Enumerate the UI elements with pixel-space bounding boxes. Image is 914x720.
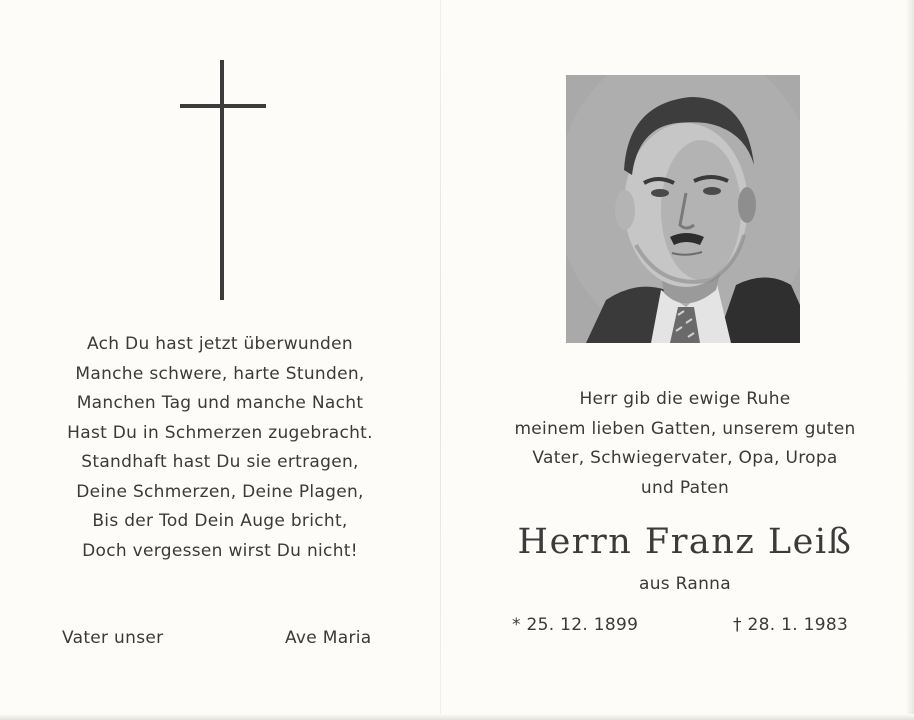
poem-line: Doch vergessen wirst Du nicht! <box>82 540 358 561</box>
cross-icon-bar <box>180 104 266 108</box>
poem-line: Manchen Tag und manche Nacht <box>76 393 364 413</box>
poem <box>40 330 400 566</box>
prayer-vater-unser: Vater unser <box>62 628 164 648</box>
cross-icon <box>220 60 224 300</box>
poem-line: Manche schwere, harte Stunden, <box>75 363 365 384</box>
death-date: † 28. 1. 1983 <box>733 615 849 635</box>
dedication-line: Vater, Schwiegervater, Opa, Uropa <box>532 448 838 468</box>
dedication-text <box>470 385 900 503</box>
portrait-image <box>566 75 800 343</box>
poem-line: Deine Schmerzen, Deine Plagen, <box>76 481 364 502</box>
birth-date: * 25. 12. 1899 <box>512 615 639 635</box>
prayer-ave-maria: Ave Maria <box>285 628 372 648</box>
portrait-photo <box>566 75 800 343</box>
poem-line: Hast Du in Schmerzen zugebracht. <box>67 422 373 443</box>
dedication-line: meinem lieben Gatten, unserem guten <box>514 418 856 439</box>
poem-line: Ach Du hast jetzt überwunden <box>87 334 353 354</box>
dedication-line: und Paten <box>640 477 730 498</box>
poem-line: Standhaft hast Du sie ertragen, <box>81 452 359 472</box>
origin-place: aus Ranna <box>639 574 731 594</box>
paper-edge-bottom <box>0 714 914 720</box>
card-fold <box>440 0 441 720</box>
dedication-line: Herr gib die ewige Ruhe <box>579 389 791 409</box>
poem-line: Bis der Tod Dein Auge bricht, <box>92 511 348 531</box>
paper-edge-right <box>906 0 914 720</box>
deceased-name: Herrn Franz Leiß <box>517 522 853 562</box>
